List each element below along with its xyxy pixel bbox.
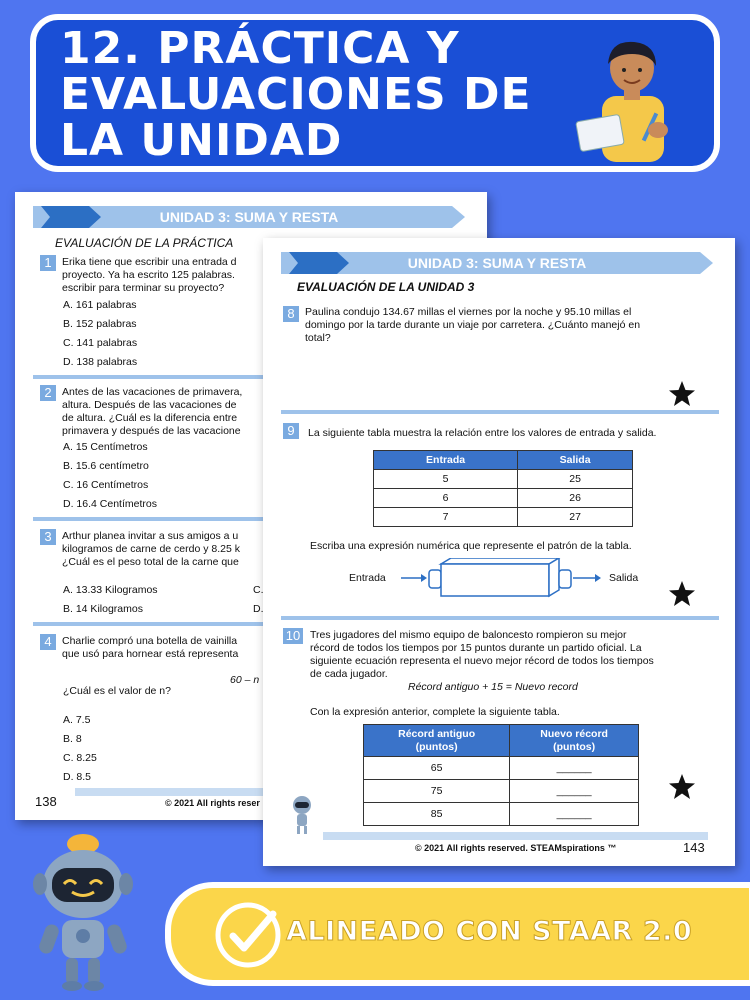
table-cell: 27: [518, 508, 633, 527]
table-cell: 65: [364, 757, 510, 780]
answer-option[interactable]: A. 13.33 Kilogramos: [63, 584, 158, 596]
question-text: Erika tiene que escribir una entrada d proyecto. Ya ha escrito 125 palabras. escribir para terminar su proyecto?: [62, 256, 237, 294]
mini-robot-icon: [289, 794, 315, 836]
answer-option[interactable]: C. 16 Centímetros: [63, 479, 149, 491]
question-number: 2: [40, 385, 56, 401]
footer-bar: [323, 832, 708, 840]
answer-option[interactable]: B. 14 Kilogramos: [63, 603, 143, 615]
answer-option[interactable]: A. 7.5: [63, 714, 91, 726]
divider: [281, 616, 719, 620]
table-cell: 26: [518, 489, 633, 508]
staar-aligned-banner: [165, 882, 750, 986]
record-table: [363, 724, 639, 826]
answer-option[interactable]: B. 152 palabras: [63, 318, 137, 330]
worksheet-page-143: [263, 238, 735, 866]
unit-title: UNIDAD 3: SUMA Y RESTA: [407, 255, 587, 271]
table-header: Salida: [518, 451, 633, 470]
answer-option[interactable]: D. 8.5: [63, 771, 92, 783]
robot-mascot: [28, 832, 138, 992]
super-staar-star-icon: [668, 380, 696, 408]
student-illustration: [572, 34, 692, 162]
answer-option[interactable]: D. 138 palabras: [63, 356, 138, 368]
answer-blank[interactable]: ______: [510, 757, 639, 780]
unit-banner: [33, 206, 465, 228]
question-number: 4: [40, 634, 56, 650]
question-text: Antes de las vacaciones de primavera, altura. Después de las vacaciones de de altura. ¿Cuál es la diferencia entre primavera y después de las vacacione: [62, 386, 243, 437]
copyright: © 2021 All rights reser: [165, 798, 260, 808]
super-staar-star-icon: [668, 580, 696, 608]
copyright: © 2021 All rights reserved. STEAMspirations ™: [415, 843, 617, 853]
question-prompt: ¿Cuál es el valor de n?: [63, 685, 171, 697]
question-number: 1: [40, 255, 56, 271]
title-banner: [30, 14, 720, 172]
question-text: Charlie compró una botella de vainilla que usó para hornear está representa: [62, 635, 239, 660]
answer-option[interactable]: B. 8: [63, 733, 82, 745]
answer-blank[interactable]: ______: [510, 803, 639, 826]
page-number: 138: [35, 794, 57, 809]
equation: 60 – n: [230, 674, 260, 686]
question-text: Paulina condujo 134.67 millas el viernes por la noche y 95.10 millas el domingo por la tarde durante un viaje por carretera. ¿Cuánto manejó en total?: [305, 306, 641, 344]
banner-title: 12. PRÁCTICA Y EVALUACIONES DE LA UNIDAD: [60, 23, 532, 166]
answer-option[interactable]: D. 16.4 Centímetros: [63, 498, 157, 510]
answer-blank[interactable]: ______: [510, 780, 639, 803]
unit-banner: [281, 252, 713, 274]
answer-option[interactable]: A. 15 Centímetros: [63, 441, 148, 453]
input-label: Entrada: [349, 572, 386, 584]
question-text: La siguiente tabla muestra la relación entre los valores de entrada y salida.: [308, 427, 657, 439]
table-header: Nuevo récord (puntos): [510, 725, 639, 757]
question-text: Arthur planea invitar a sus amigos a u kilogramos de carne de cerdo y 8.25 k ¿Cuál es el peso total de la carne que: [62, 530, 241, 568]
check-circle-icon: [213, 900, 283, 970]
question-text: Tres jugadores del mismo equipo de baloncesto rompieron su mejor récord de todos los tiempos por 15 puntos durante un partido oficial. La siguiente ecuación representa el nuevo mejor récord de todos los tiempos de cada jugador.: [310, 629, 654, 680]
table-cell: 75: [364, 780, 510, 803]
page-number: 143: [683, 840, 705, 855]
answer-option[interactable]: C. 141 palabras: [63, 337, 138, 349]
section-title: EVALUACIÓN DE LA PRÁCTICA: [55, 236, 234, 250]
question-number: 9: [283, 423, 299, 439]
answer-option[interactable]: D.: [253, 603, 264, 615]
table-header: Entrada: [374, 451, 518, 470]
equation: Récord antiguo + 15 = Nuevo record: [408, 681, 578, 693]
output-label: Salida: [609, 572, 639, 584]
function-machine-diagram[interactable]: [399, 558, 605, 602]
table-cell: 85: [364, 803, 510, 826]
section-title: EVALUACIÓN DE LA UNIDAD 3: [297, 280, 475, 294]
answer-option[interactable]: A. 161 palabras: [63, 299, 137, 311]
question-number: 8: [283, 306, 299, 322]
table-cell: 7: [374, 508, 518, 527]
question-number: 10: [283, 628, 303, 644]
input-output-table: [373, 450, 633, 527]
table-cell: 5: [374, 470, 518, 489]
answer-option[interactable]: C.: [253, 584, 264, 596]
answer-option[interactable]: B. 15.6 centímetro: [63, 460, 149, 472]
unit-title: UNIDAD 3: SUMA Y RESTA: [159, 209, 339, 225]
question-prompt: Con la expresión anterior, complete la siguiente tabla.: [310, 706, 560, 718]
answer-option[interactable]: C. 8.25: [63, 752, 97, 764]
table-header: Récord antiguo (puntos): [364, 725, 510, 757]
question-number: 3: [40, 529, 56, 545]
question-prompt: Escriba una expresión numérica que represente el patrón de la tabla.: [310, 540, 632, 552]
staar-text: ALINEADO CON STAAR 2.0: [286, 916, 693, 947]
table-cell: 25: [518, 470, 633, 489]
super-staar-star-icon: [668, 773, 696, 801]
divider: [281, 410, 719, 414]
table-cell: 6: [374, 489, 518, 508]
